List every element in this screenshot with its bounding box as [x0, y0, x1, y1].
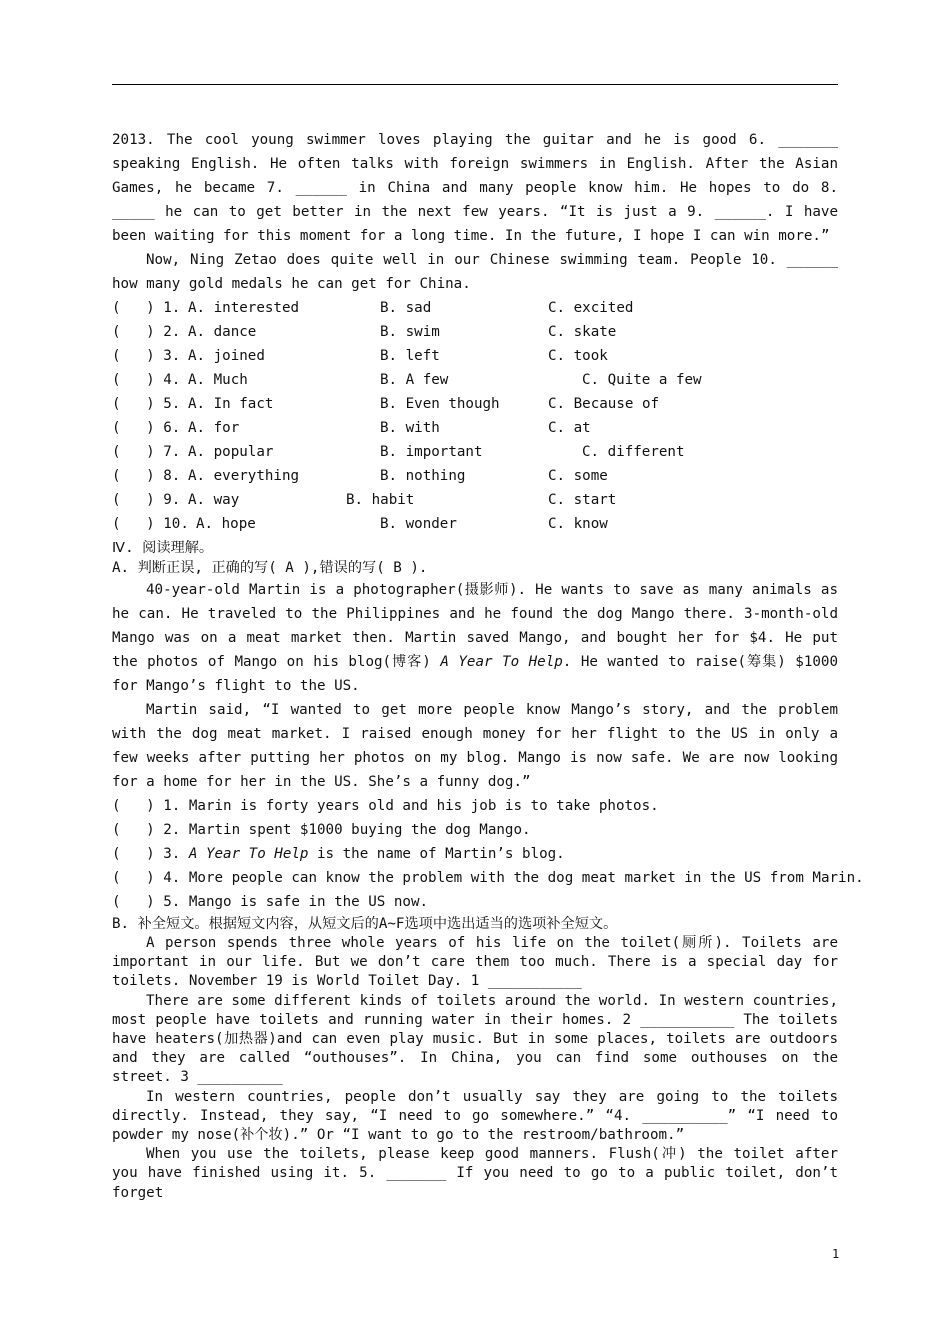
- option-c: C. skate: [548, 324, 617, 340]
- true-false-question: ( ) 4. More people can know the problem with the dog meat market in the US from Marin.: [112, 870, 864, 886]
- option-row: [112, 512, 838, 536]
- blog-name: A Year To Help: [440, 654, 563, 670]
- page-number: 1: [832, 1247, 840, 1261]
- question-number: ( ) 1.: [112, 300, 181, 316]
- part-a-instruction: A. 判断正误, 正确的写( A ),错误的写( B ).: [112, 560, 428, 576]
- question-number: ( ) 9.: [112, 492, 181, 508]
- passage-paragraph: Now, Ning Zetao does quite well in our Chinese swimming team. People 10. ______ how many gold medals he can get for China.: [112, 252, 838, 292]
- question-prefix: ( ) 3.: [112, 846, 189, 862]
- option-c: C. some: [548, 468, 608, 484]
- option-c: C. know: [548, 516, 608, 532]
- question-number: ( ) 8.: [112, 468, 181, 484]
- true-false-question: [112, 842, 838, 866]
- question-number: ( ) 5.: [112, 396, 181, 412]
- option-a: A. hope: [196, 516, 256, 532]
- question-number: ( ) 2.: [112, 324, 181, 340]
- option-b: B. nothing: [380, 468, 466, 484]
- option-c: C. start: [548, 492, 617, 508]
- reading-text: 40-year-old Martin is a photographer(摄影师). He wants to save as many animals as he can. He traveled to the Philippines and he found the dog Mango there. 3-month-old Mango was on a meat market then. Martin saved Mango, and bought her for $4. He put the photos of Mango on his blog(博客): [112, 582, 838, 670]
- option-row: [112, 296, 838, 320]
- blog-name: A Year To Help: [188, 846, 309, 862]
- true-false-question: ( ) 5. Mango is safe in the US now.: [112, 894, 429, 910]
- option-c: C. Because of: [548, 396, 660, 412]
- option-a: A. dance: [188, 324, 257, 340]
- option-a: A. for: [188, 420, 240, 436]
- reading-paragraph: [112, 578, 838, 698]
- question-number: ( ) 4.: [112, 372, 181, 388]
- option-b: B. with: [380, 420, 440, 436]
- option-b: B. wonder: [380, 516, 457, 532]
- question-suffix: is the name of Martin’s blog.: [308, 846, 565, 862]
- option-c: C. Quite a few: [582, 372, 702, 388]
- option-row: [112, 440, 838, 464]
- option-c: C. excited: [548, 300, 634, 316]
- option-row: [112, 368, 838, 392]
- question-number: ( ) 10.: [112, 516, 189, 532]
- part-b-instruction: B. 补全短文。根据短文内容，从短文后的A~F选项中选出适当的选项补全短文。: [112, 916, 618, 932]
- option-a: A. way: [188, 492, 240, 508]
- cloze-paragraph: In western countries, people don’t usually say they are going to the toilets directly. Instead, they say, “I need to go somewhere.” “4. __________” “I need to powder my nose(补个妆).” Or “I want to go to the restroom/bathroom.”: [112, 1088, 838, 1144]
- option-b: B. left: [380, 348, 440, 364]
- option-b: B. important: [380, 444, 483, 460]
- section-title: Ⅳ. 阅读理解。: [112, 540, 214, 556]
- reading-text: . He wanted to raise(筹集) $1000 for Mango’s flight to the US.: [112, 654, 838, 694]
- option-b: B. A few: [380, 372, 449, 388]
- true-false-question: ( ) 2. Martin spent $1000 buying the dog Mango.: [112, 822, 531, 838]
- option-row: [112, 416, 838, 440]
- reading-paragraph: Martin said, “I wanted to get more people know Mango’s story, and the problem with the dog meat market. I raised enough money for her flight to the US in only a few weeks after putting her photos on my blog. Mango is now safe. We are now looking for a home for her in the US. She’s a funny dog.”: [112, 702, 838, 790]
- option-a: A. Much: [188, 372, 248, 388]
- question-number: ( ) 7.: [112, 444, 181, 460]
- option-row: [112, 464, 838, 488]
- cloze-paragraph: There are some different kinds of toilets around the world. In western countries, most people have toilets and running water in their homes. 2 ___________ The toilets have heaters(加热器)and can even play music. But in some places, toilets are outdoors and they are called “outhouses”. In China, you can find some outhouses on the street. 3 __________: [112, 992, 838, 1086]
- option-b: B. sad: [380, 300, 432, 316]
- option-c: C. at: [548, 420, 591, 436]
- option-c: C. took: [548, 348, 608, 364]
- cloze-paragraph: When you use the toilets, please keep good manners. Flush(冲) the toilet after you have finished using it. 5. _______ If you need to go to a public toilet, don’t forget: [112, 1146, 838, 1201]
- question-number: ( ) 6.: [112, 420, 181, 436]
- option-a: A. joined: [188, 348, 265, 364]
- option-row: [112, 488, 838, 512]
- cloze-paragraph: A person spends three whole years of his life on the toilet(厕所). Toilets are important in our life. But we don’t care them too much. There is a special day for toilets. November 19 is World Toilet Day. 1 ___________: [112, 935, 838, 990]
- option-b: B. swim: [380, 324, 440, 340]
- option-a: A. In fact: [188, 396, 274, 412]
- option-b: B. Even though: [380, 396, 500, 412]
- option-c: C. different: [582, 444, 685, 460]
- worksheet-page: [112, 128, 864, 1203]
- option-row: [112, 392, 838, 416]
- question-number: ( ) 3.: [112, 348, 181, 364]
- cloze-options-list: [112, 296, 838, 536]
- option-a: A. popular: [188, 444, 274, 460]
- option-b: B. habit: [346, 492, 415, 508]
- option-row: [112, 320, 838, 344]
- option-a: A. interested: [188, 300, 300, 316]
- header-rule: [112, 84, 838, 85]
- option-row: [112, 344, 838, 368]
- option-a: A. everything: [188, 468, 300, 484]
- true-false-question: ( ) 1. Marin is forty years old and his job is to take photos.: [112, 798, 659, 814]
- passage-paragraph: 2013. The cool young swimmer loves playing the guitar and he is good 6. _______ speaking English. He often talks with foreign swimmers in English. After the Asian Games, he became 7. ______ in China and many people know him. He hopes to do 8. _____ he can to get better in the next few years. “It is just a 9. ______. I have been waiting for this moment for a long time. In the future, I hope I can win more.”: [112, 132, 838, 244]
